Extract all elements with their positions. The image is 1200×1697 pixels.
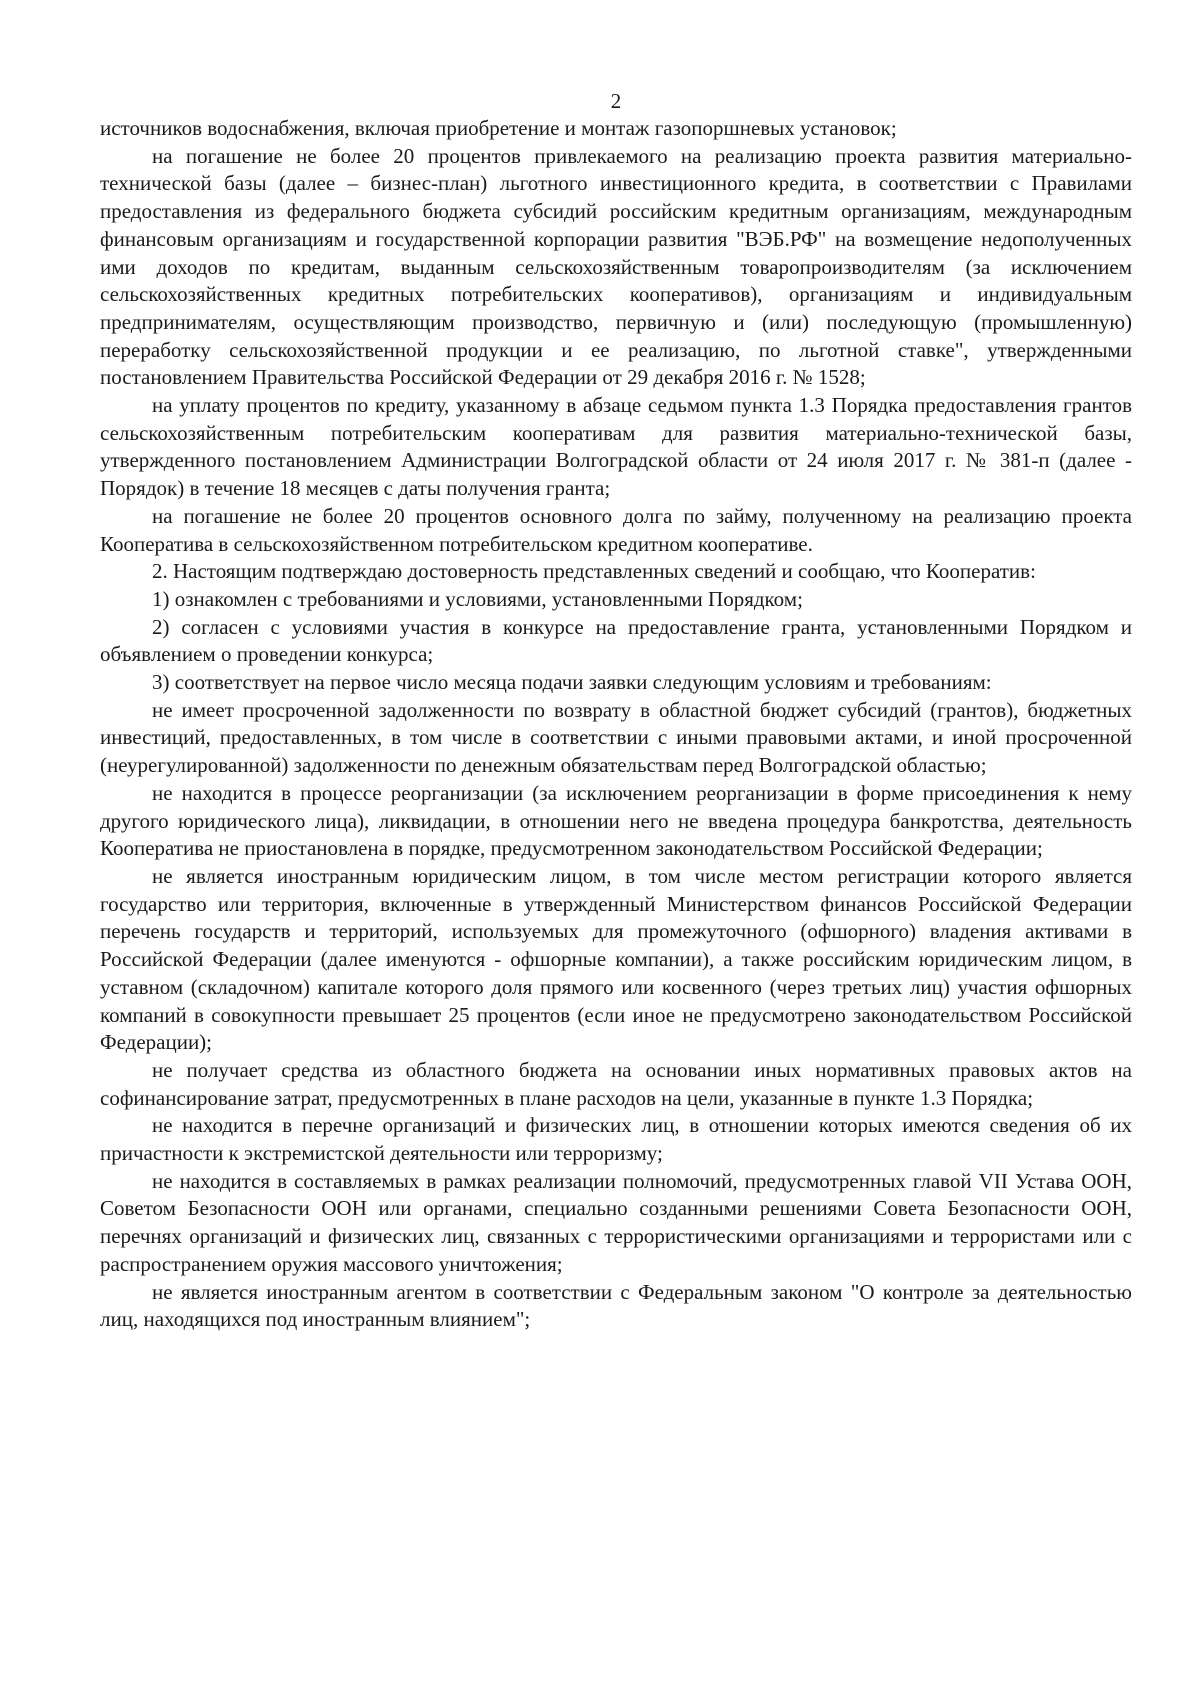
paragraph: 2. Настоящим подтверждаю достоверность представленных сведений и сообщаю, что Кооператив: — [152, 559, 1036, 584]
paragraph: на уплату процентов по кредиту, указанному в абзаце седьмом пункта 1.3 Порядка предоставления грантов сельскохозяйственным потребительским кооперативам для развития материально-технической базы, утвержденного постановлением Администрации Волгоградской области от 24 июля 2017 г. № 381-п (далее - Порядок) в течение 18 месяцев с даты получения гранта; — [100, 393, 1132, 501]
paragraph: не находится в процессе реорганизации (за исключением реорганизации в форме присоединения к нему другого юридического лица), ликвидации, в отношении него не введена процедура банкротства, деятельность Кооператива не приостановлена в порядке, предусмотренном законодательством Российской Федерации; — [100, 780, 1132, 861]
list-item: 1) ознакомлен с требованиями и условиями, установленными Порядком; — [152, 586, 803, 611]
paragraph-continuation: источников водоснабжения, включая приобретение и монтаж газопоршневых установок; — [100, 116, 897, 140]
paragraph: на погашение не более 20 процентов привлекаемого на реализацию проекта развития материально-технической базы (далее – бизнес-план) льготного инвестиционного кредита, в соответствии с Правилами предоставления из федерального бюджета субсидий российским кредитным организациям, международным финансовым организациям и государственной корпорации развития "ВЭБ.РФ" на возмещение недополученных ими доходов по кредитам, выданным сельскохозяйственным товаропроизводителям (за исключением сельскохозяйственных кредитных потребительских кооперативов), организациям и индивидуальным предпринимателям, осуществляющим производство, первичную и (или) последующую (промышленную) переработку сельскохозяйственной продукции и ее реализацию, по льготной ставке", утвержденными постановлением Правительства Российской Федерации от 29 декабря 2016 г. № 1528; — [100, 143, 1132, 390]
paragraph: на погашение не более 20 процентов основного долга по займу, полученному на реализацию проекта Кооператива в сельскохозяйственном потребительском кредитном кооперативе. — [100, 503, 1132, 556]
paragraph: не является иностранным юридическим лицом, в том числе местом регистрации которого является государство или территория, включенные в утвержденный Министерством финансов Российской Федерации перечень государств и территорий, используемых для промежуточного (офшорного) владения активами в Российской Федерации (далее именуются - офшорные компании), а также российским юридическим лицом, в уставном (складочном) капитале которого доля прямого или косвенного (через третьих лиц) участия офшорных компаний в совокупности превышает 25 процентов (если иное не предусмотрено законодательством Российской Федерации); — [100, 863, 1132, 1055]
list-item: 2) согласен с условиями участия в конкурсе на предоставление гранта, установленными Порядком и объявлением о проведении конкурса; — [100, 614, 1132, 667]
paragraph: не находится в перечне организаций и физических лиц, в отношении которых имеются сведения об их причастности к экстремистской деятельности или терроризму; — [100, 1113, 1132, 1166]
paragraph: не находится в составляемых в рамках реализации полномочий, предусмотренных главой VII Устава ООН, Советом Безопасности ООН или органами, специально созданными решениями Совета Безопасности ООН, перечнях организаций и физических лиц, связанных с террористическими организациями и террористами или с распространением оружия массового уничтожения; — [100, 1168, 1132, 1276]
page-number: 2 — [610, 89, 622, 113]
list-item: 3) соответствует на первое число месяца подачи заявки следующим условиям и требованиям: — [152, 670, 992, 695]
paragraph: не имеет просроченной задолженности по возврату в областной бюджет субсидий (грантов), бюджетных инвестиций, предоставленных, в том числе в соответствии с иными правовыми актами, и иной просроченной (неурегулированной) задолженности по денежным обязательствам перед Волгоградской областью; — [100, 697, 1132, 778]
document-page — [100, 88, 1132, 1334]
paragraph: не является иностранным агентом в соответствии с Федеральным законом "О контроле за деятельностью лиц, находящихся под иностранным влиянием"; — [100, 1279, 1132, 1332]
paragraph: не получает средства из областного бюджета на основании иных нормативных правовых актов на софинансирование затрат, предусмотренных в плане расходов на цели, указанные в пункте 1.3 Порядка; — [100, 1057, 1132, 1110]
